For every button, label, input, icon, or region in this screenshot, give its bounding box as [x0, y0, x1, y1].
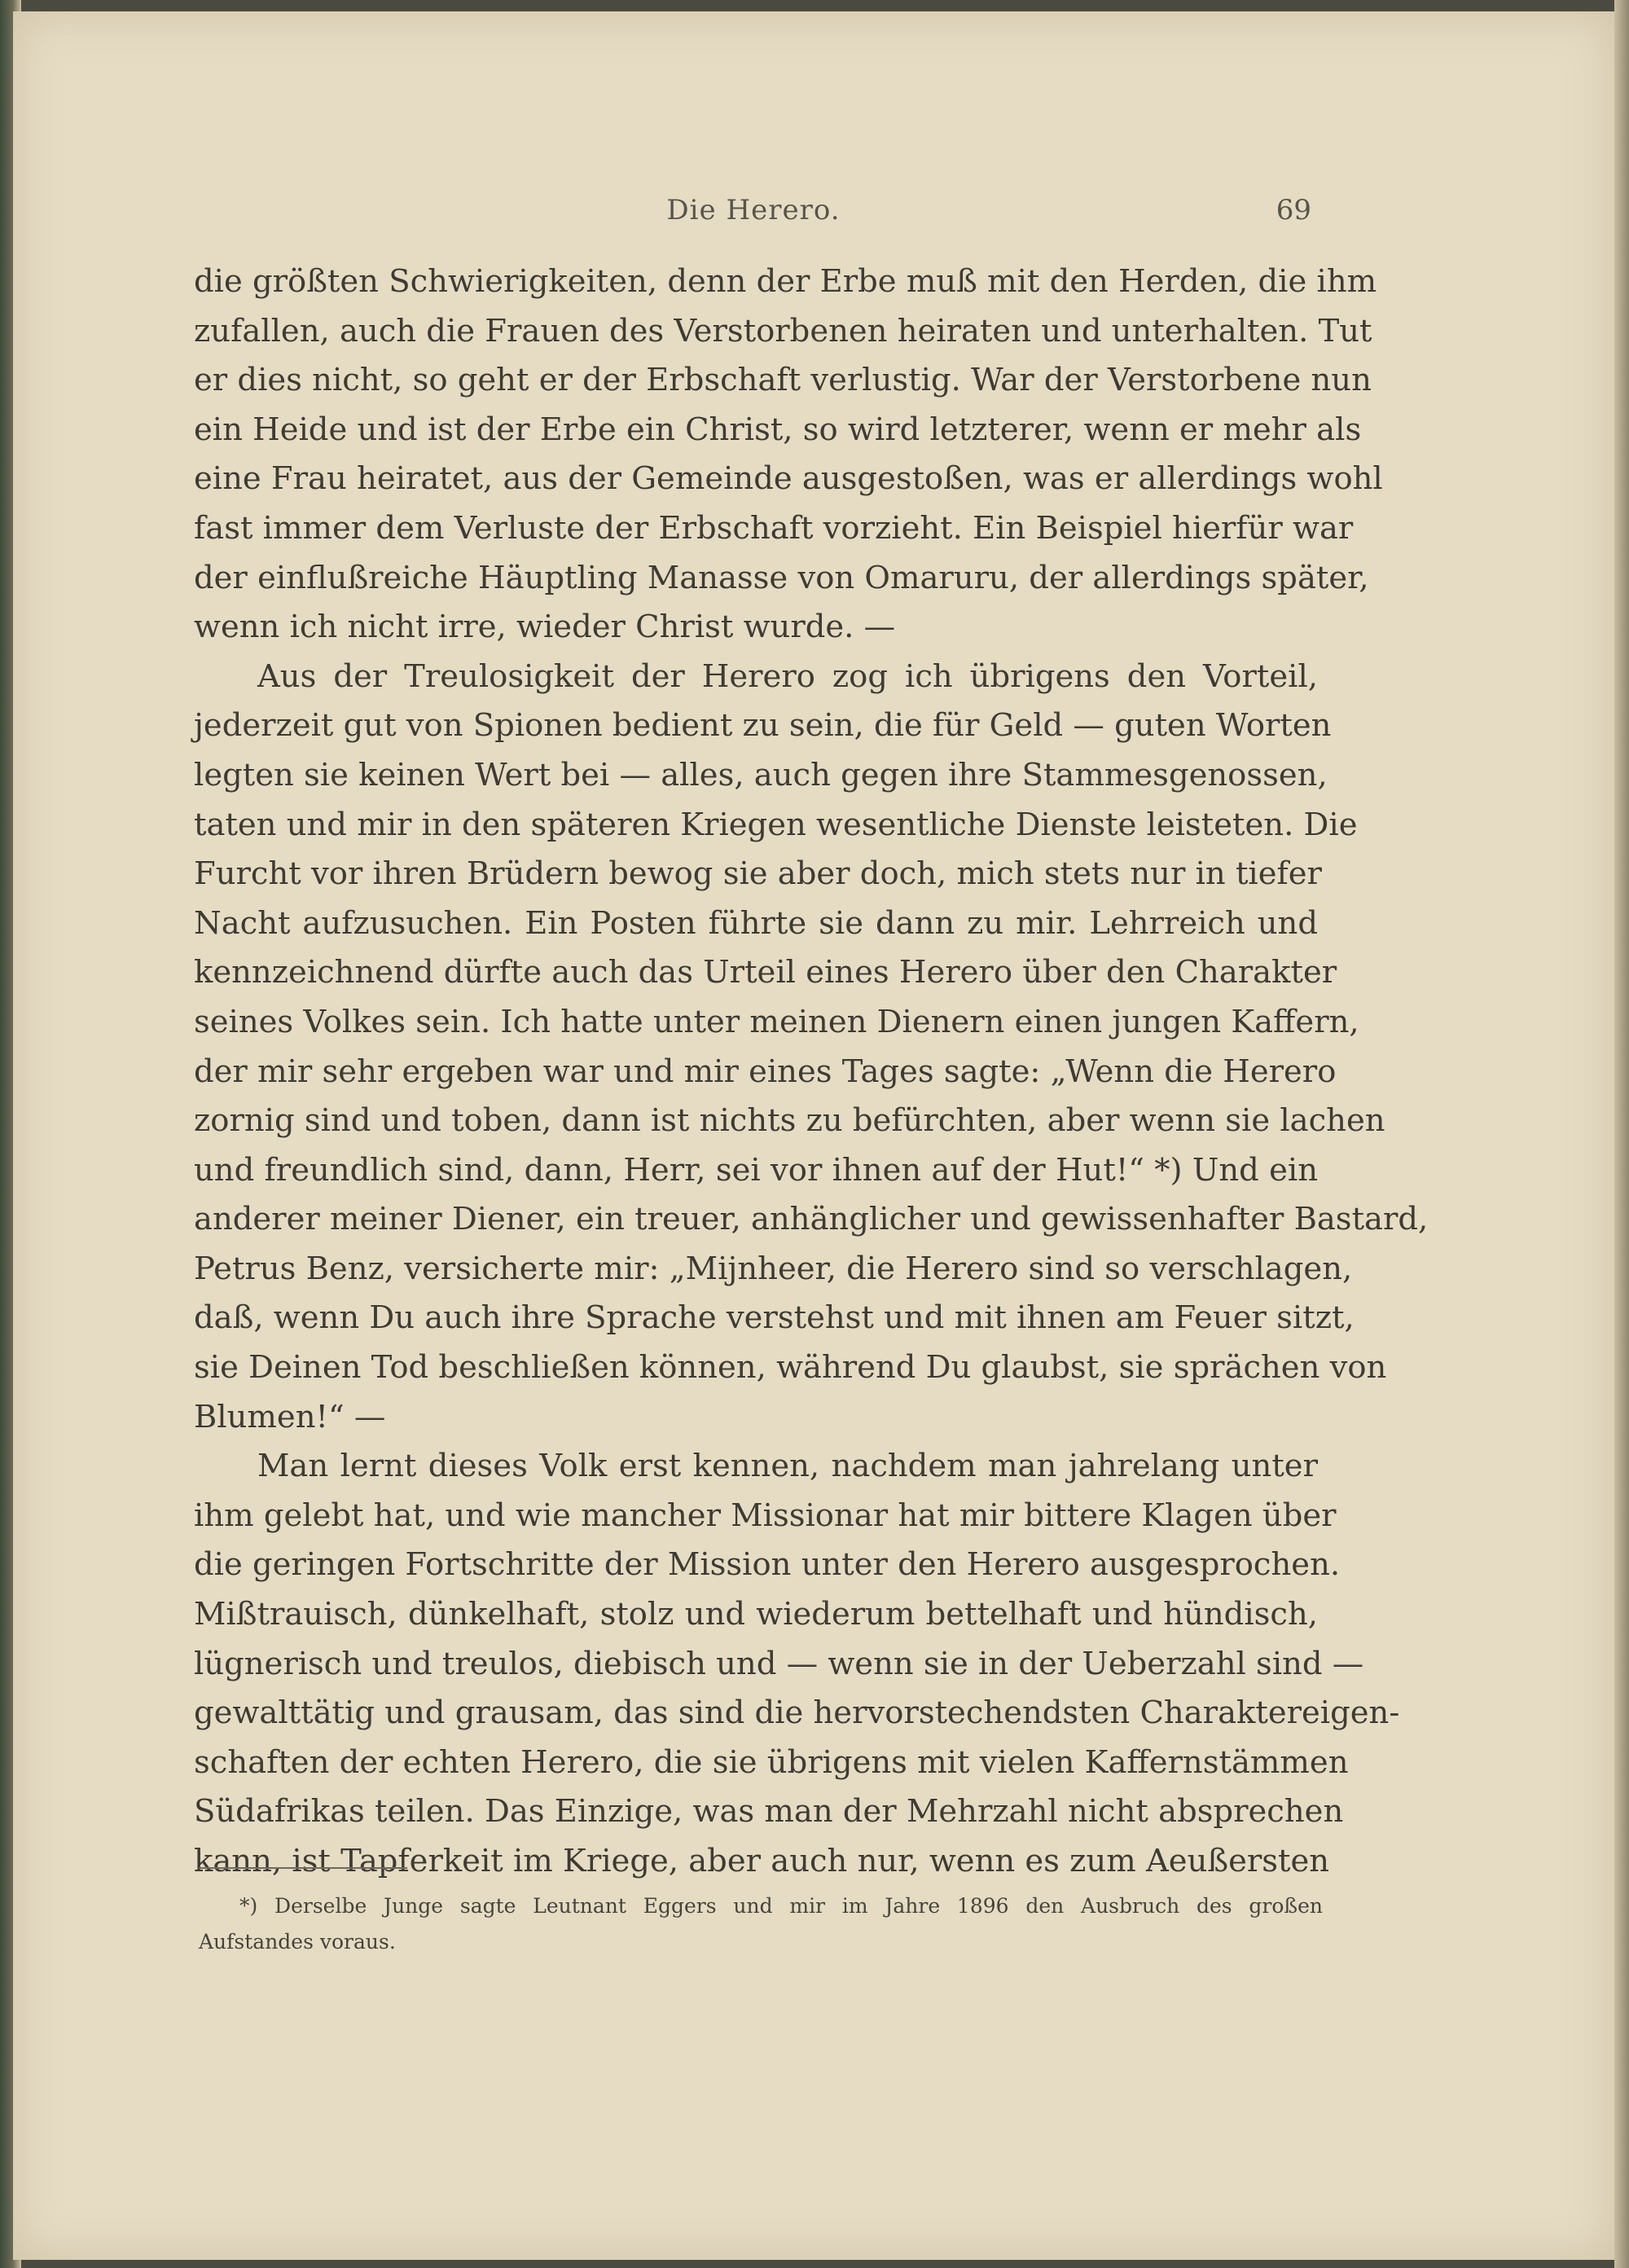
page-number: 69: [1276, 194, 1311, 226]
text-line: Südafrikas teilen. Das Einzige, was man der Mehrzahl nicht absprechen: [194, 1793, 1344, 1831]
text-line: lügnerisch und treulos, diebisch und — wenn sie in der Ueberzahl sind —: [194, 1645, 1364, 1682]
text-line: wenn ich nicht irre, wieder Christ wurde. —: [194, 609, 896, 646]
text-line: fast immer dem Verluste der Erbschaft vorzieht. Ein Beispiel hierfür war: [194, 509, 1354, 547]
text-line: Blumen!“ —: [194, 1398, 386, 1435]
text-line: daß, wenn Du auch ihre Sprache verstehst und mit ihnen am Feuer sitzt,: [194, 1299, 1355, 1337]
text-line: Nacht aufzusuchen. Ein Posten führte sie dann zu mir. Lehrreich und: [194, 904, 1318, 942]
text-line: kann, ist Tapferkeit im Kriege, aber auch nur, wenn es zum Aeußersten: [194, 1843, 1330, 1879]
page-header: [195, 194, 1311, 233]
text-line: legten sie keinen Wert bei — alles, auch gegen ihre Stammesgenossen,: [194, 756, 1328, 793]
text-line: ein Heide und ist der Erbe ein Christ, so wird letzterer, wenn er mehr als: [194, 411, 1362, 448]
body-text: [194, 257, 1429, 1887]
text-line: und freundlich sind, dann, Herr, sei vor ihnen auf der Hut!“ *) Und ein: [194, 1151, 1318, 1189]
text-line: Aus der Treulosigkeit der Herero zog ich übrigens den Vorteil,: [257, 657, 1318, 695]
page-edge: [1614, 0, 1629, 2268]
text-line: Petrus Benz, versicherte mir: „Mijnheer, die Herero sind so verschlagen,: [194, 1250, 1353, 1287]
text-line: seines Volkes sein. Ich hatte unter meinen Dienern einen jungen Kaffern,: [194, 1003, 1359, 1040]
text-line: gewalttätig und grausam, das sind die hervorstechendsten Charaktereigen-: [194, 1694, 1400, 1732]
text-line: zornig sind und toben, dann ist nichts zu befürchten, aber wenn sie lachen: [194, 1102, 1385, 1140]
text-line: der einflußreiche Häuptling Manasse von Omaruru, der allerdings später,: [194, 559, 1369, 596]
text-line: Man lernt dieses Volk erst kennen, nachdem man jahrelang unter: [257, 1448, 1318, 1485]
text-line: die geringen Fortschritte der Mission unter den Herero ausgesprochen.: [194, 1546, 1341, 1584]
text-line: eine Frau heiratet, aus der Gemeinde ausgestoßen, was er allerdings wohl: [194, 460, 1383, 498]
footnote-line: *) Derselbe Junge sagte Leutnant Eggers und mir im Jahre 1896 den Ausbruch des großen: [239, 1894, 1323, 1918]
text-line: Mißtrauisch, dünkelhaft, stolz und wiederum bettelhaft und hündisch,: [194, 1596, 1318, 1633]
text-line: zufallen, auch die Frauen des Verstorbenen heiraten und unterhalten. Tut: [194, 312, 1372, 349]
text-line: er dies nicht, so geht er der Erbschaft verlustig. War der Verstorbene nun: [194, 362, 1372, 399]
text-line: taten und mir in den späteren Kriegen wesentliche Dienste leisteten. Die: [194, 806, 1358, 843]
text-line: sie Deinen Tod beschließen können, während Du glaubst, sie sprächen von: [194, 1349, 1387, 1387]
text-line: schaften der echten Herero, die sie übrigens mit vielen Kaffernstämmen: [194, 1743, 1349, 1781]
text-line: ihm gelebt hat, und wie mancher Missionar hat mir bittere Klagen über: [194, 1497, 1337, 1534]
text-line: anderer meiner Diener, ein treuer, anhänglicher und gewissenhafter Bastard,: [194, 1201, 1429, 1238]
footnote-rule: [199, 1867, 407, 1869]
footnote: [199, 1888, 1323, 1960]
running-title: Die Herero.: [666, 194, 841, 226]
text-line: jederzeit gut von Spionen bedient zu sein, die für Geld — guten Worten: [194, 707, 1332, 745]
text-line: kennzeichnend dürfte auch das Urteil eines Herero über den Charakter: [194, 954, 1337, 991]
text-line: die größten Schwierigkeiten, denn der Erbe muß mit den Herden, die ihm: [194, 263, 1377, 300]
text-line: der mir sehr ergeben war und mir eines Tages sagte: „Wenn die Herero: [194, 1053, 1337, 1090]
text-line: Furcht vor ihren Brüdern bewog sie aber doch, mich stets nur in tiefer: [194, 855, 1322, 893]
footnote-line: Aufstandes voraus.: [199, 1930, 396, 1954]
